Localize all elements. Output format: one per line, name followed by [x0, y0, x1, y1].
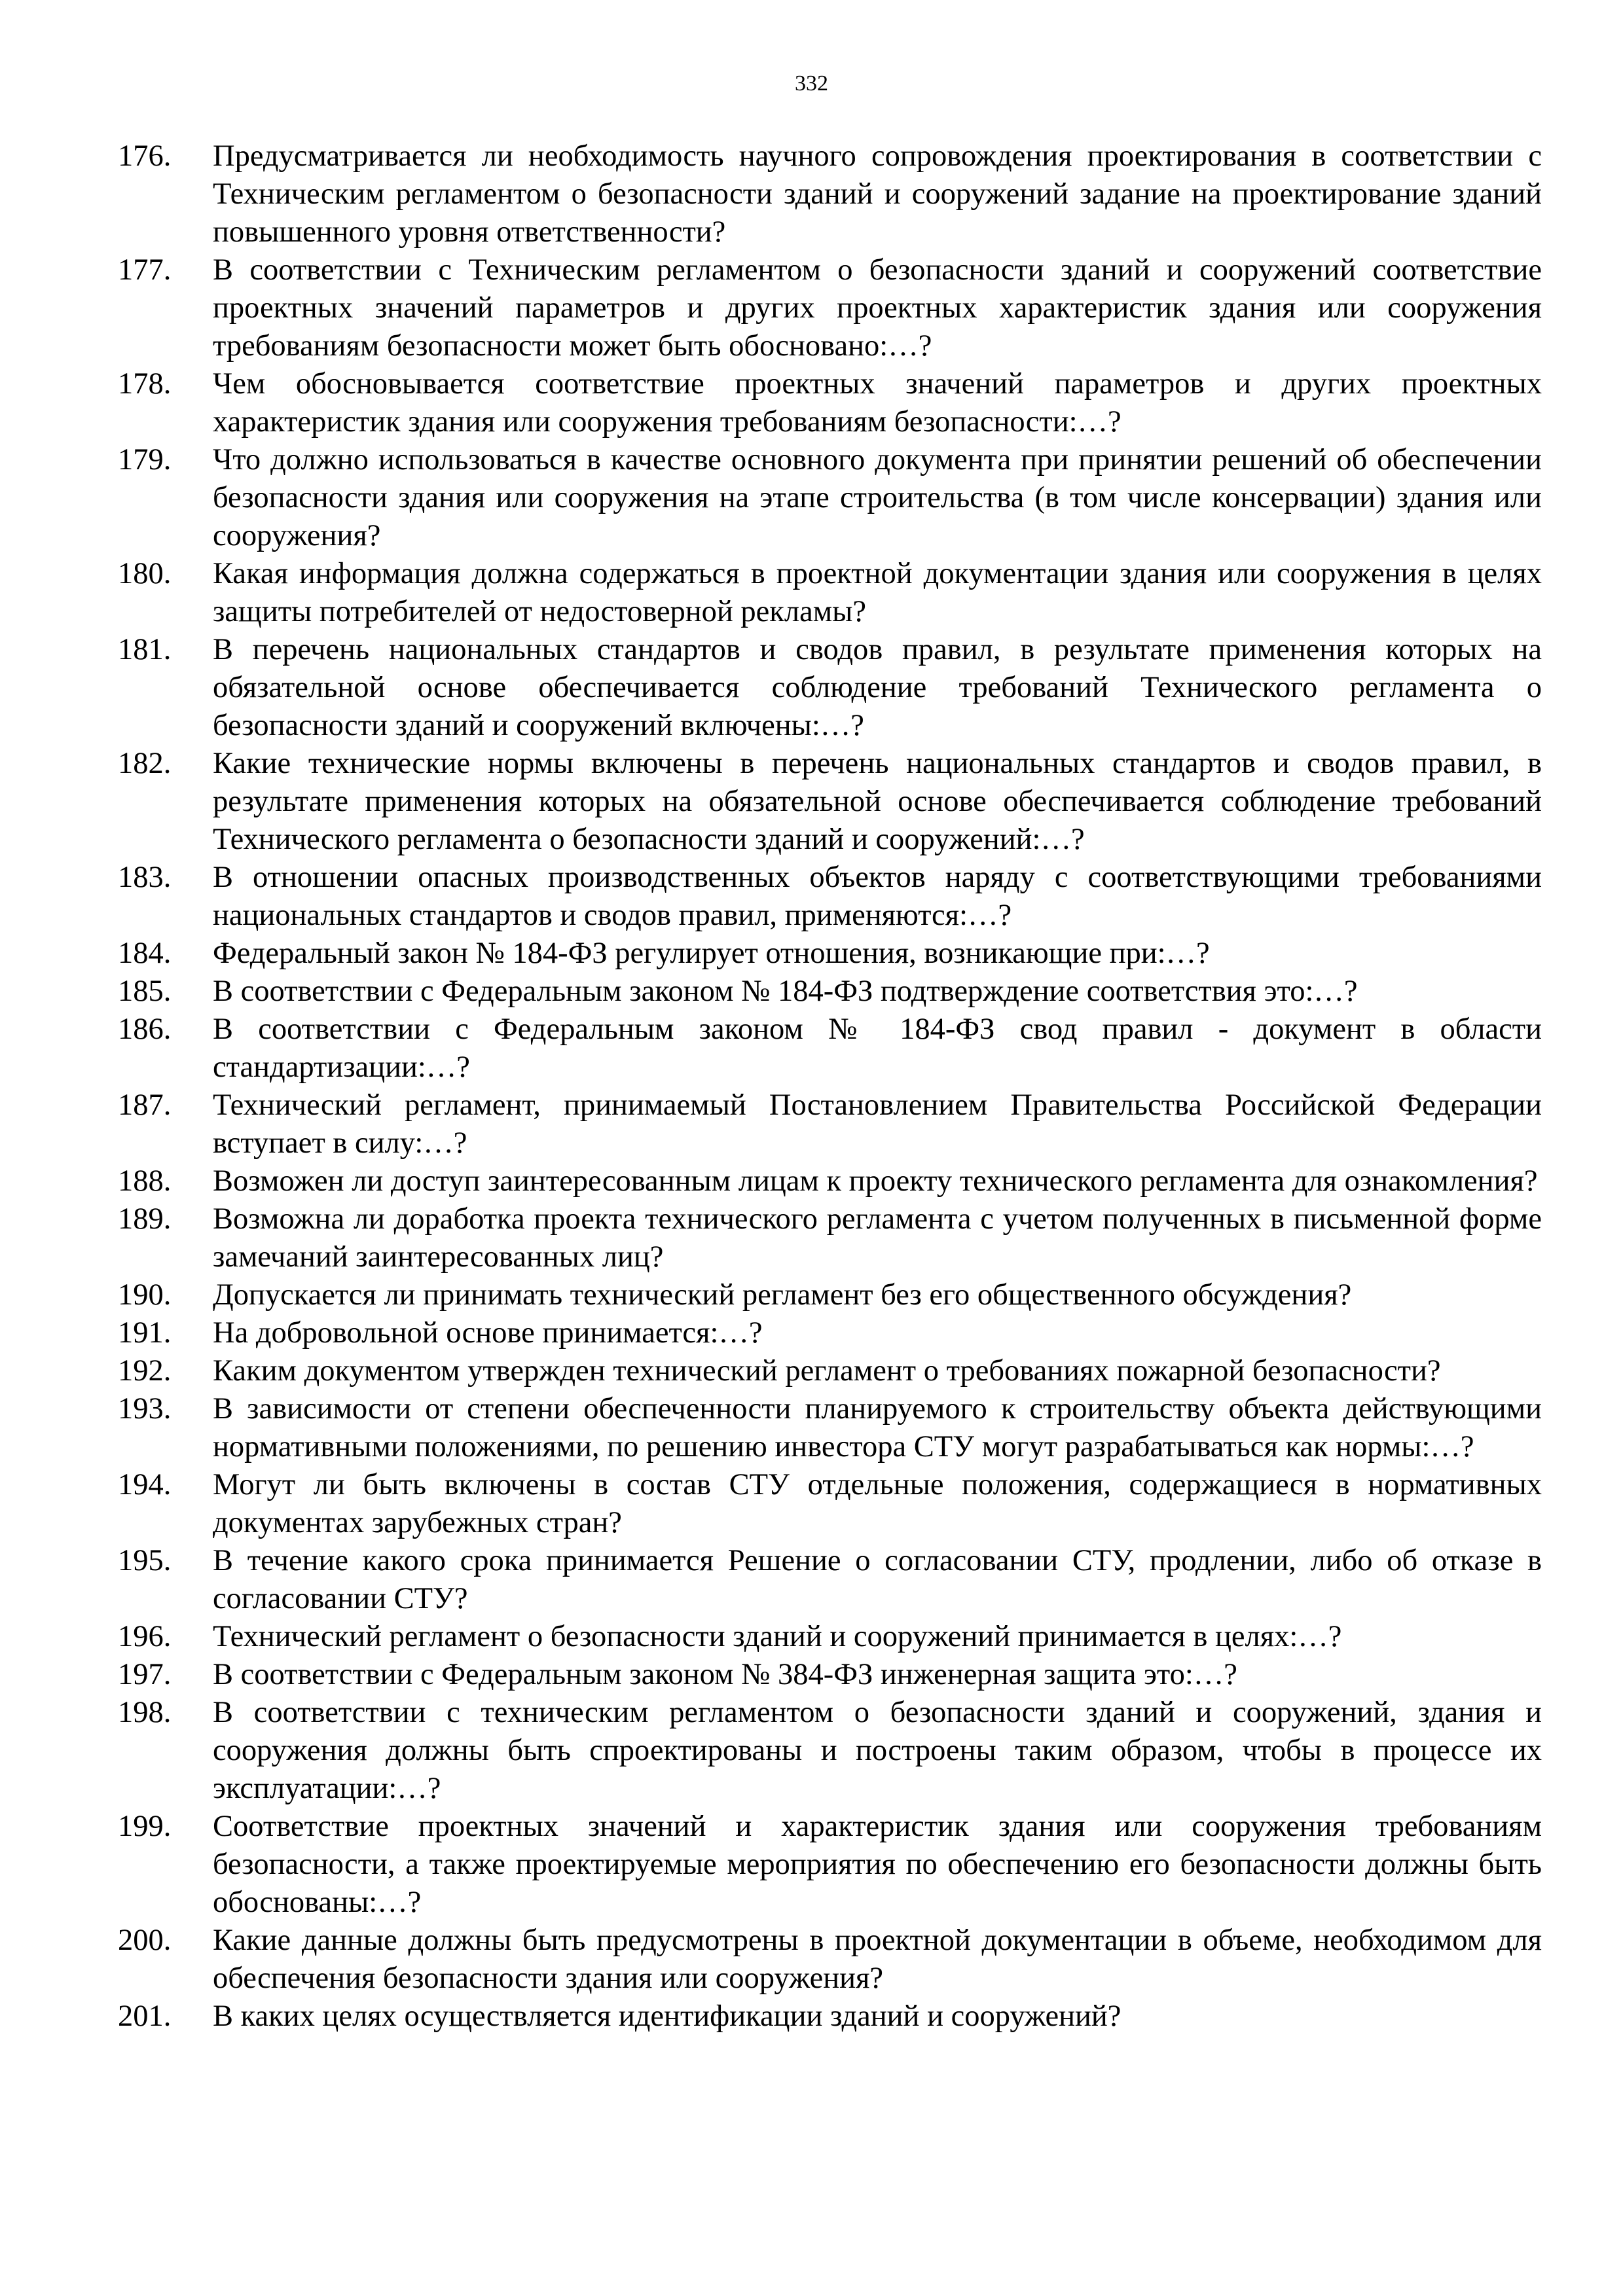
question-text: Возможен ли доступ заинтересованным лицам к проекту технического регламента для ознакомления?: [213, 1164, 1538, 1198]
question-number: 192.: [118, 1354, 172, 1388]
question-text: В зависимости от степени обеспеченности планируемого к строительству объекта действующими нормативными положениями, по решению инвестора СТУ могут разрабатываться как нормы:…?: [213, 1392, 1542, 1463]
question-item: [118, 1618, 1542, 1656]
question-item: [118, 859, 1542, 935]
question-item: [118, 935, 1542, 973]
question-text: Что должно использоваться в качестве основного документа при принятии решений об обеспечении безопасности здания или сооружения на этапе строительства (в том числе консервации) здания или сооружения?: [213, 443, 1542, 552]
question-number: 183.: [118, 861, 172, 894]
question-text: В соответствии с Техническим регламентом о безопасности зданий и сооружений соответствие проектных значений параметров и других проектных характеристик здания или сооружения требованиям безопасности может быть обосновано:…?: [213, 253, 1542, 363]
question-number: 200.: [118, 1924, 172, 1957]
question-text: Возможна ли доработка проекта технического регламента с учетом полученных в письменной форме замечаний заинтересованных лиц?: [213, 1202, 1542, 1274]
question-text: Федеральный закон № 184-ФЗ регулирует отношения, возникающие при:…?: [213, 937, 1210, 970]
question-number: 193.: [118, 1392, 172, 1426]
question-number: 185.: [118, 975, 172, 1008]
question-text: Допускается ли принимать технический регламент без его общественного обсуждения?: [213, 1278, 1352, 1312]
question-number: 176.: [118, 139, 172, 173]
question-item: [118, 1694, 1542, 1808]
question-item: [118, 973, 1542, 1011]
question-number: 178.: [118, 367, 172, 401]
question-item: [118, 1314, 1542, 1352]
question-number: 199.: [118, 1810, 172, 1843]
question-text: В каких целях осуществляется идентификации зданий и сооружений?: [213, 2000, 1122, 2033]
question-text: Соответствие проектных значений и характеристик здания или сооружения требованиям безопасности, а также проектируемые мероприятия по обеспечению его безопасности должны быть обоснованы:…?: [213, 1810, 1542, 1919]
question-text: Какая информация должна содержаться в проектной документации здания или сооружения в целях защиты потребителей от недостоверной рекламы?: [213, 557, 1542, 628]
question-item: [118, 1998, 1542, 2036]
question-text: Какие технические нормы включены в перечень национальных стандартов и сводов правил, в результате применения которых на обязательной основе обеспечивается соблюдение требований Технического регламента о безопасности зданий и сооружений:…?: [213, 747, 1542, 856]
question-number: 191.: [118, 1316, 172, 1350]
question-number: 196.: [118, 1620, 172, 1653]
question-item: [118, 1656, 1542, 1694]
question-item: [118, 1808, 1542, 1922]
question-number: 194.: [118, 1468, 172, 1501]
question-text: Предусматривается ли необходимость научного сопровождения проектирования в соответствии с Техническим регламентом о безопасности зданий и сооружений задание на проектирование зданий повышенного уровня ответственности?: [213, 139, 1542, 249]
question-text: В соответствии с техническим регламентом о безопасности зданий и сооружений, здания и сооружения должны быть спроектированы и построены таким образом, чтобы в процессе их эксплуатации:…?: [213, 1696, 1542, 1805]
question-text: В соответствии с Федеральным законом № 384-ФЗ инженерная защита это:…?: [213, 1658, 1237, 1691]
question-number: 187.: [118, 1088, 172, 1122]
page-number: 332: [795, 71, 828, 96]
question-item: [118, 631, 1542, 745]
question-number: 189.: [118, 1202, 172, 1236]
question-item: [118, 365, 1542, 441]
question-item: [118, 1200, 1542, 1276]
question-item: [118, 1086, 1542, 1162]
question-item: [118, 1011, 1542, 1086]
question-number: 195.: [118, 1544, 172, 1577]
question-text: В соответствии с Федеральным законом № 184-ФЗ свод правил - документ в области стандартизации:…?: [213, 1013, 1542, 1084]
question-item: [118, 1352, 1542, 1390]
question-item: [118, 1390, 1542, 1466]
question-text: Технический регламент о безопасности зданий и сооружений принимается в целях:…?: [213, 1620, 1342, 1653]
question-text: В течение какого срока принимается Решение о согласовании СТУ, продлении, либо об отказе в согласовании СТУ?: [213, 1544, 1542, 1615]
question-number: 186.: [118, 1013, 172, 1046]
question-number: 184.: [118, 937, 172, 970]
question-item: [118, 745, 1542, 859]
question-text: Каким документом утвержден технический регламент о требованиях пожарной безопасности?: [213, 1354, 1441, 1388]
question-number: 197.: [118, 1658, 172, 1691]
question-number: 182.: [118, 747, 172, 780]
question-number: 181.: [118, 633, 172, 666]
question-number: 177.: [118, 253, 172, 287]
question-text: Технический регламент, принимаемый Постановлением Правительства Российской Федерации вступает в силу:…?: [213, 1088, 1542, 1160]
question-number: 190.: [118, 1278, 172, 1312]
question-number: 180.: [118, 557, 172, 590]
question-item: [118, 137, 1542, 251]
question-number: 188.: [118, 1164, 172, 1198]
question-list: [118, 137, 1542, 2036]
question-number: 179.: [118, 443, 172, 476]
question-item: [118, 1276, 1542, 1314]
question-item: [118, 251, 1542, 365]
question-text: В отношении опасных производственных объектов наряду с соответствующими требованиями национальных стандартов и сводов правил, применяются:…?: [213, 861, 1542, 932]
question-item: [118, 1922, 1542, 1998]
question-number: 201.: [118, 2000, 172, 2033]
question-item: [118, 555, 1542, 631]
question-text: Какие данные должны быть предусмотрены в проектной документации в объеме, необходимом для обеспечения безопасности здания или сооружения?: [213, 1924, 1542, 1995]
question-number: 198.: [118, 1696, 172, 1729]
question-item: [118, 1542, 1542, 1618]
question-item: [118, 1466, 1542, 1542]
question-text: На добровольной основе принимается:…?: [213, 1316, 763, 1350]
question-item: [118, 441, 1542, 555]
question-text: В соответствии с Федеральным законом № 184-ФЗ подтверждение соответствия это:…?: [213, 975, 1358, 1008]
question-text: Чем обосновывается соответствие проектных значений параметров и других проектных характеристик здания или сооружения требованиям безопасности:…?: [213, 367, 1542, 439]
question-text: Могут ли быть включены в состав СТУ отдельные положения, содержащиеся в нормативных документах зарубежных стран?: [213, 1468, 1542, 1539]
question-text: В перечень национальных стандартов и сводов правил, в результате применения которых на обязательной основе обеспечивается соблюдение требований Технического регламента о безопасности зданий и сооружений включены:…?: [213, 633, 1542, 742]
question-item: [118, 1162, 1542, 1200]
